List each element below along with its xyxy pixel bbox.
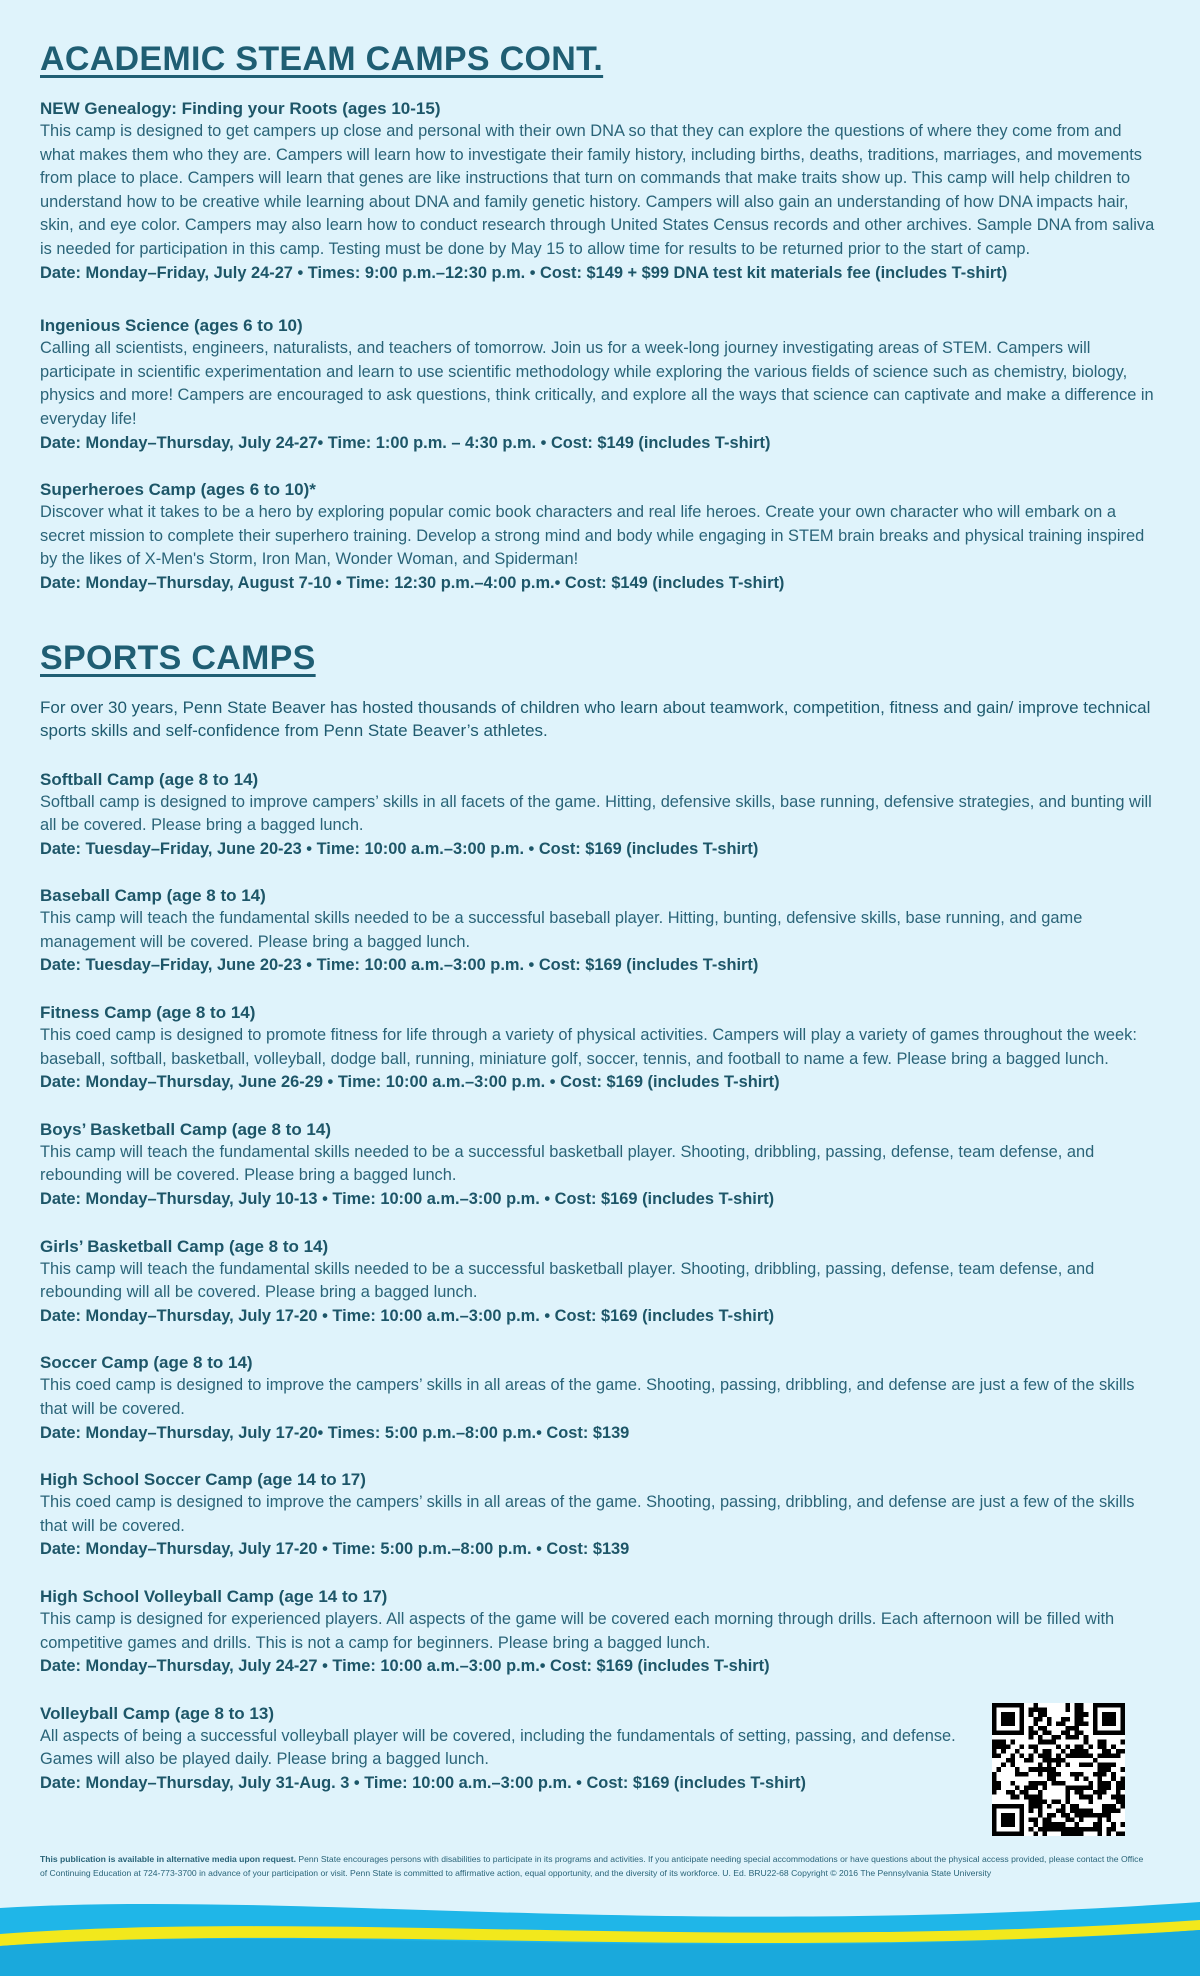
camp-boys-basketball (40, 1118, 1160, 1212)
camp-girls-basketball (40, 1235, 1160, 1329)
camp-description: This camp is designed for experienced players. All aspects of the game will be covered each morning through drills. Each afternoon will be filled with competitive games and drills. This is not a camp for beginners. Please bring a bagged lunch. (40, 1609, 1115, 1652)
camp-ingenious-science (40, 314, 1160, 455)
camp-softball (40, 768, 1160, 862)
camp-details: Date: Monday–Thursday, July 17-20 • Time: 10:00 a.m.–3:00 p.m. • Cost: $169 (includes T-shirt) (40, 1306, 775, 1325)
camp-title: Baseball Camp (age 8 to 14) (40, 886, 266, 906)
camp-details: Date: Tuesday–Friday, June 20-23 • Time: 10:00 a.m.–3:00 p.m. • Cost: $169 (includes T-shirt) (40, 956, 759, 975)
camp-description: This camp will teach the fundamental skills needed to be a successful baseball player. Hitting, bunting, defensive skills, base running, and game management will be covered. Please bring a bagged lunch. (40, 909, 1083, 951)
camp-description: This camp will teach the fundamental skills needed to be a successful basketball player. Shooting, dribbling, passing, defense, team defense, and rebounding will be covered. Please bring a bagged lunch. (40, 1142, 1095, 1185)
qr-code-icon[interactable] (992, 1703, 1125, 1836)
sports-heading: SPORTS CAMPS (40, 638, 316, 677)
camp-title: High School Soccer Camp (age 14 to 17) (40, 1470, 366, 1490)
footer-disclaimer (40, 1852, 1152, 1880)
camp-title: Superheroes Camp (ages 6 to 10)* (40, 480, 316, 500)
camp-title: Fitness Camp (age 8 to 14) (40, 1003, 256, 1023)
camp-description: This coed camp is designed to improve the campers’ skills in all areas of the game. Shooting, passing, dribbling, and defense are just a few of the skills that will be covered. (40, 1493, 1135, 1535)
camp-title: Boys’ Basketball Camp (age 8 to 14) (40, 1119, 331, 1139)
camp-description: This camp is designed to get campers up close and personal with their own DNA so that they can explore the questions of where they come from and what makes them who they are. Campers will learn how to investigate their family history, including births, deaths, traditions, marriages, and movements from place to place. Campers will learn that genes are like instructions that turn on commands that make traits show up. This camp will help children to understand how to be creative while learning about DNA and family genetic history. Campers will also gain an understanding of how DNA impacts hair, skin, and eye color. Campers may also learn how to conduct research through United States Census records and other archives. Sample DNA from saliva is needed for participation in this camp. Testing must be done by May 15 to allow time for results to be returned prior to the start of camp. (40, 122, 1155, 258)
camp-details: Date: Tuesday–Friday, June 20-23 • Time: 10:00 a.m.–3:00 p.m. • Cost: $169 (includes T-shirt) (40, 839, 759, 858)
brochure-page (40, 40, 1160, 1819)
camp-soccer (40, 1351, 1160, 1445)
camp-description: This coed camp is designed to improve the campers’ skills in all areas of the game. Shooting, passing, dribbling, and defense are just a few of the skills that will be covered. (40, 1376, 1135, 1418)
decorative-wave (0, 1880, 1200, 1976)
camp-volleyball (40, 1702, 980, 1796)
camp-title: Volleyball Camp (age 8 to 13) (40, 1703, 274, 1723)
camp-details: Date: Monday–Friday, July 24-27 • Times: 9:00 p.m.–12:30 p.m. • Cost: $149 + $99 DNA test kit materials fee (includes T-shirt) (40, 263, 1008, 282)
camp-title: Softball Camp (age 8 to 14) (40, 769, 259, 789)
camp-details: Date: Monday–Thursday, July 17-20 • Time: 5:00 p.m.–8:00 p.m. • Cost: $139 (40, 1540, 630, 1559)
academic-heading: ACADEMIC STEAM CAMPS CONT. (40, 40, 604, 78)
camp-title: NEW Genealogy: Finding your Roots (ages 10-15) (40, 99, 441, 118)
footer-lead: This publication is available in alternative media upon request. (40, 1854, 296, 1864)
camp-fitness (40, 1001, 1160, 1095)
camp-description: This camp will teach the fundamental skills needed to be a successful basketball player. Shooting, dribbling, passing, defense, team defense, and rebounding will all be covered. Please bring a bagged lunch. (40, 1259, 1095, 1302)
footer-text: Penn State encourages persons with disabilities to participate in its programs and activities. If you anticipate needing special accommodations or have questions about the physical access provided, please contact the Office of Continuing Education at 724-773-3700 in advance of your participation or visit. Penn State is committed to affirmative action, equal opportunity, and the diversity of its workforce. U. Ed. BRU22-68 Copyright © 2016 The Pennsylvania State University (40, 1854, 1144, 1878)
camp-baseball (40, 884, 1160, 978)
camp-details: Date: Monday–Thursday, July 17-20• Times: 5:00 p.m.–8:00 p.m.• Cost: $139 (40, 1423, 630, 1442)
camp-details: Date: Monday–Thursday, July 24-27 • Time: 10:00 a.m.–3:00 p.m.• Cost: $169 (includes T-shirt) (40, 1657, 770, 1676)
camp-description: Discover what it takes to be a hero by exploring popular comic book characters and real life heroes. Create your own character who will embark on a secret mission to complete their superhero training. Develop a strong mind and body while engaging in STEM brain breaks and physical training inspired by the likes of X-Men's Storm, Iron Man, Wonder Woman, and Spiderman! (40, 503, 1145, 569)
camp-title: Girls’ Basketball Camp (age 8 to 14) (40, 1236, 329, 1256)
camp-description: All aspects of being a successful volleyball player will be covered, including the fundamentals of setting, passing, and defense. Games will also be played daily. Please bring a bagged lunch. (40, 1726, 956, 1769)
sports-intro: For over 30 years, Penn State Beaver has hosted thousands of children who learn about teamwork, competition, fitness and gain/ improve technical sports skills and self-confidence from Penn State Beaver’s athletes. (40, 697, 1151, 740)
camp-title: High School Volleyball Camp (age 14 to 17) (40, 1586, 388, 1606)
camp-description: Softball camp is designed to improve campers’ skills in all facets of the game. Hitting, defensive skills, base running, defensive strategies, and bunting will all be covered. Please bring a bagged lunch. (40, 792, 1152, 835)
camp-details: Date: Monday–Thursday, August 7-10 • Time: 12:30 p.m.–4:00 p.m.• Cost: $149 (includes T-shirt) (40, 573, 785, 592)
camp-title: Soccer Camp (age 8 to 14) (40, 1353, 253, 1373)
camp-hs-volleyball (40, 1585, 1160, 1679)
camp-details: Date: Monday–Thursday, July 10-13 • Time: 10:00 a.m.–3:00 p.m. • Cost: $169 (includes T-shirt) (40, 1190, 775, 1209)
camp-description: Calling all scientists, engineers, naturalists, and teachers of tomorrow. Join us for a week-long journey investigating areas of STEM. Campers will participate in scientific experimentation and learn to use scientific methodology while exploring the various fields of science such as chemistry, biology, physics and more! Campers are encouraged to ask questions, think critically, and explore all the ways that science can captivate and make a difference in everyday life! (40, 339, 1154, 428)
camp-details: Date: Monday–Thursday, July 24-27• Time: 1:00 p.m. – 4:30 p.m. • Cost: $149 (includes T-shirt) (40, 433, 771, 452)
camp-title: Ingenious Science (ages 6 to 10) (40, 316, 303, 336)
camp-details: Date: Monday–Thursday, July 31-Aug. 3 • Time: 10:00 a.m.–3:00 p.m. • Cost: $169 (includes T-shirt) (40, 1773, 806, 1792)
camp-genealogy (40, 97, 1160, 285)
camp-details: Date: Monday–Thursday, June 26-29 • Time: 10:00 a.m.–3:00 p.m. • Cost: $169 (includes T-shirt) (40, 1073, 780, 1092)
camp-description: This coed camp is designed to promote fitness for life through a variety of physical activities. Campers will play a variety of games throughout the week: baseball, softball, basketball, volleyball, dodge ball, running, miniature golf, soccer, tennis, and football to name a few. Please bring a bagged lunch. (40, 1026, 1137, 1068)
camp-hs-soccer (40, 1468, 1160, 1562)
camp-superheroes (40, 478, 1160, 595)
